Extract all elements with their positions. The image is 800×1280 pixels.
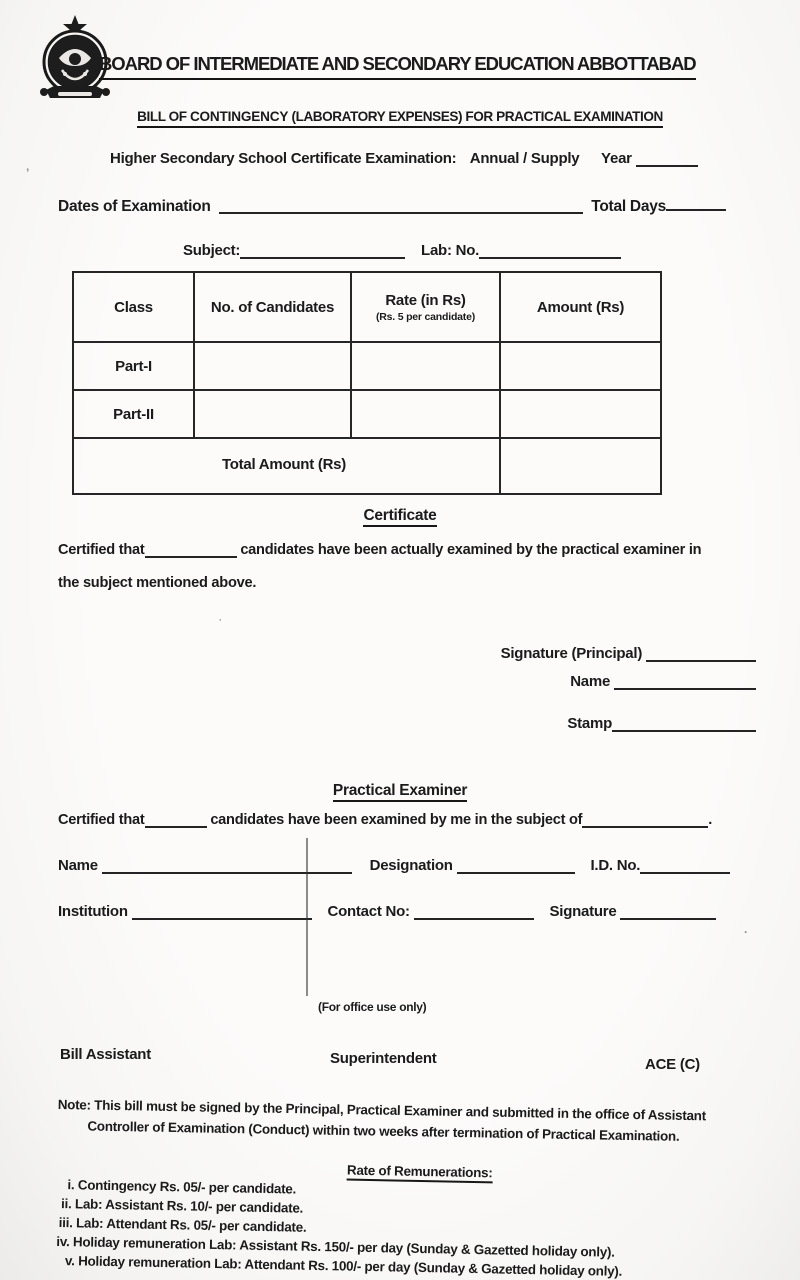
rate-subnote: (Rs. 5 per candidate) <box>375 310 476 323</box>
examiner-certified-text: candidates have been examined by me in the subject of <box>210 812 583 828</box>
principal-name-blank <box>614 686 756 690</box>
contact-no-label: Contact No: <box>327 903 410 920</box>
table-row-part1 <box>73 342 661 390</box>
total-days-label: Total Days <box>591 198 666 215</box>
for-office-use-note: (For office use only) <box>318 1000 427 1014</box>
id-no-label: I.D. No. <box>590 857 641 874</box>
examiner-institution-row <box>58 903 716 920</box>
remuneration-item-2: ii. Lab: Assistant Rs. 10/- per candidate. <box>60 1196 304 1216</box>
examiner-signature-label: Signature <box>549 903 617 920</box>
exam-label: Higher Secondary School Certificate Examination: <box>110 150 457 167</box>
form-title-pre: BILL OF <box>137 109 190 124</box>
superintendent-label: Superintendent <box>330 1050 437 1067</box>
note-label: Note: <box>57 1096 91 1113</box>
dates-blank <box>219 210 584 214</box>
certificate-candidates-blank <box>145 554 237 558</box>
remuneration-item-5: v. Holiday remuneration Lab: Attendant Rs. 100/- per day (Sunday & Gazetted holiday only). <box>64 1253 623 1279</box>
part1-amount-cell <box>500 342 661 390</box>
part1-rate-cell <box>351 342 500 390</box>
designation-blank <box>457 870 575 874</box>
year-blank <box>636 163 698 167</box>
principal-stamp-blank <box>612 728 756 732</box>
subject-blank <box>240 255 405 259</box>
lab-no-blank <box>479 255 621 259</box>
remuneration-item-1: i. Contingency Rs. 05/- per candidate. <box>67 1177 297 1197</box>
total-days-blank <box>666 207 726 211</box>
part2-candidates-cell <box>194 390 351 438</box>
contingency-table <box>72 271 662 495</box>
form-title-bold: CONTINGENCY <box>189 109 289 124</box>
subject-label: Subject: <box>183 242 241 259</box>
contact-no-blank <box>414 916 534 920</box>
column-header-amount: Amount (Rs) <box>500 272 661 342</box>
scan-artifact: ’ <box>26 166 30 180</box>
examiner-name-blank <box>102 870 352 874</box>
column-header-candidates: No. of Candidates <box>194 272 351 342</box>
principal-signature-blank <box>646 658 756 662</box>
remunerations-title: Rate of Remunerations: <box>58 1157 782 1186</box>
total-amount-cell <box>500 438 661 494</box>
exam-session-line <box>110 150 698 167</box>
note-line1: This bill must be signed by the Principal, Practical Examiner and submitted in the office of Assistant <box>94 1097 706 1124</box>
column-header-rate <box>351 272 500 342</box>
form-title <box>0 109 800 124</box>
table-row-total <box>73 438 661 494</box>
examiner-certified-period: . <box>708 812 713 828</box>
scan-artifact: · <box>219 615 222 625</box>
part2-class-cell: Part-II <box>73 390 194 438</box>
dates-of-examination-label: Dates of Examination <box>58 198 211 215</box>
table-row-part2 <box>73 390 661 438</box>
total-amount-label-cell: Total Amount (Rs) <box>73 438 500 494</box>
certificate-text <box>58 534 768 600</box>
certificate-line2: the subject mentioned above. <box>58 575 257 591</box>
practical-examiner-title: Practical Examiner <box>0 782 800 800</box>
examiner-candidates-blank <box>145 824 207 828</box>
signature-principal-label: Signature (Principal) <box>500 645 643 662</box>
ace-label: ACE (C) <box>645 1056 700 1073</box>
note-block <box>57 1094 770 1148</box>
session-label: Annual / Supply <box>469 150 580 167</box>
remunerations-block <box>56 1157 782 1280</box>
remuneration-item-4: iv. Holiday remuneration Lab: Assistant Rs. 150/- per day (Sunday & Gazetted holiday only). <box>56 1233 615 1260</box>
examiner-certified-prefix: Certified that <box>58 812 145 828</box>
examiner-name-row <box>58 857 730 874</box>
table-header-row <box>73 272 661 342</box>
subject-line <box>183 242 621 259</box>
principal-name-label: Name <box>570 673 611 690</box>
certificate-prefix: Certified that <box>58 542 145 558</box>
examiner-certified-line <box>58 812 712 828</box>
form-title-post: (LABORATORY EXPENSES) FOR PRACTICAL EXAMINATION <box>288 109 663 124</box>
examiner-subject-blank <box>582 824 708 828</box>
principal-signature-block <box>501 645 756 732</box>
note-line2: Controller of Examination (Conduct) within two weeks after termination of Practical Examination. <box>87 1118 680 1144</box>
bill-assistant-label: Bill Assistant <box>60 1046 151 1063</box>
lab-no-label: Lab: No. <box>421 242 480 259</box>
part2-amount-cell <box>500 390 661 438</box>
fold-crease-line <box>306 838 308 996</box>
part1-candidates-cell <box>194 342 351 390</box>
examiner-name-label: Name <box>58 857 98 874</box>
designation-label: Designation <box>369 857 453 874</box>
institution-label: Institution <box>58 903 128 920</box>
principal-name-row <box>501 673 756 690</box>
principal-signature-row <box>501 645 756 662</box>
examiner-signature-blank <box>620 916 716 920</box>
certificate-line1: candidates have been actually examined by the practical examiner in <box>240 542 702 558</box>
scan-artifact: . <box>744 922 748 936</box>
id-no-blank <box>640 870 730 874</box>
principal-stamp-row <box>501 715 756 732</box>
institution-blank <box>132 916 312 920</box>
dates-line <box>58 198 726 216</box>
certificate-title: Certificate <box>0 507 800 525</box>
remuneration-item-3: iii. Lab: Attendant Rs. 05/- per candidate. <box>58 1215 307 1235</box>
board-title: BOARD OF INTERMEDIATE AND SECONDARY EDUCATION ABBOTTABAD <box>99 53 696 80</box>
year-label: Year <box>601 150 632 167</box>
part1-class-cell: Part-I <box>73 342 194 390</box>
column-header-class: Class <box>73 272 194 342</box>
part2-rate-cell <box>351 390 500 438</box>
rate-header-label: Rate (in Rs) <box>385 291 466 309</box>
principal-stamp-label: Stamp <box>567 715 612 732</box>
